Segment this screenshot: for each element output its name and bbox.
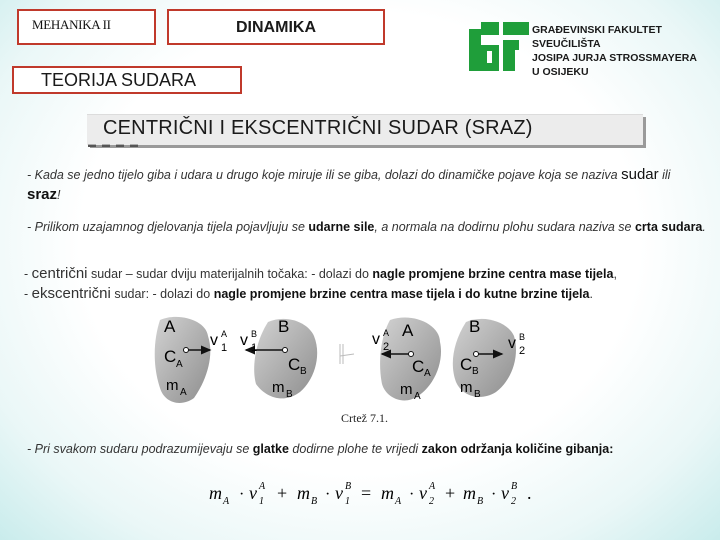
label-m: m bbox=[272, 379, 285, 396]
title-decoration: ▬▬▬▬ bbox=[88, 140, 144, 149]
text: , a normala na dodirnu plohu sudara naziva se bbox=[374, 220, 635, 234]
label-sub-b: B bbox=[472, 366, 479, 377]
text: - bbox=[24, 287, 32, 301]
central-collision-line bbox=[24, 264, 714, 284]
label-sub-b: B bbox=[286, 389, 293, 400]
label-c: C bbox=[288, 355, 301, 374]
eq-operator: · bbox=[409, 486, 415, 503]
text: dodirne plohe te vrijedi bbox=[288, 442, 422, 456]
eccentric-collision-line bbox=[24, 284, 714, 304]
eq-operator: · bbox=[325, 486, 331, 503]
eq-symbol: v bbox=[501, 483, 509, 503]
transition-arrow-icon bbox=[340, 344, 354, 364]
term-centricni: centrični bbox=[31, 265, 88, 282]
eq-symbol: A bbox=[395, 496, 402, 507]
eq-symbol: v bbox=[419, 483, 427, 503]
label-sup-2: 2 bbox=[519, 345, 526, 357]
eq-operator: = bbox=[361, 483, 372, 503]
eq-symbol: 2 bbox=[429, 496, 434, 507]
term-glatke: glatke bbox=[252, 442, 289, 456]
text: sudar – sudar dviju materijalnih točaka: - dolazi do bbox=[87, 267, 373, 281]
eq-symbol: B bbox=[311, 496, 318, 507]
eq-symbol: m bbox=[209, 483, 222, 503]
label-sup-a: A bbox=[383, 328, 390, 338]
label-m: m bbox=[166, 377, 179, 394]
faculty-line: U OSIJEKU bbox=[532, 66, 589, 78]
label-b: B bbox=[278, 317, 290, 336]
momentum-equation bbox=[207, 478, 537, 510]
label-v: v bbox=[240, 332, 248, 349]
label-c: C bbox=[460, 355, 473, 374]
eq-symbol: A bbox=[429, 481, 436, 492]
figure-caption: Crtež 7.1. bbox=[341, 411, 388, 425]
text: sudar: - dolazi do bbox=[110, 287, 214, 301]
text: - Prilikom uzajamnog djelovanja tijela pojavljuju se bbox=[27, 220, 309, 234]
label-a: A bbox=[402, 321, 414, 340]
label-v: v bbox=[508, 335, 516, 352]
paragraph-collision-definition bbox=[27, 165, 707, 205]
paragraph-impact-forces bbox=[27, 218, 707, 237]
eq-symbol: v bbox=[249, 483, 257, 503]
text: - bbox=[24, 267, 32, 281]
eq-symbol: m bbox=[381, 483, 394, 503]
topic-label: DINAMIKA bbox=[236, 19, 316, 36]
term-nagla-promjena: nagle promjene brzine centra mase tijela bbox=[372, 267, 614, 281]
eq-symbol: B bbox=[477, 496, 484, 507]
faculty-line: GRAĐEVINSKI FAKULTET bbox=[532, 24, 662, 36]
label-b: B bbox=[469, 317, 481, 336]
label-sup-a: A bbox=[221, 329, 228, 339]
eq-symbol: B bbox=[511, 481, 518, 492]
eq-operator: · bbox=[491, 486, 497, 503]
label-v: v bbox=[372, 331, 380, 348]
text: , bbox=[613, 267, 617, 281]
label-m: m bbox=[400, 381, 413, 398]
course-label: MEHANIKA II bbox=[32, 17, 111, 32]
eq-symbol: v bbox=[335, 483, 343, 503]
section-label-box bbox=[12, 66, 242, 94]
slide-title: CENTRIČNI I EKSCENTRIČNI SUDAR (SRAZ) bbox=[103, 117, 533, 139]
term-udarne-sile: udarne sile bbox=[308, 220, 375, 234]
label-sub-a: A bbox=[424, 368, 431, 379]
label-c: C bbox=[412, 357, 425, 376]
label-sup-2: 2 bbox=[383, 341, 390, 353]
term-sraz: sraz bbox=[27, 186, 58, 203]
eq-symbol: m bbox=[463, 483, 476, 503]
eq-operator: · bbox=[239, 486, 245, 503]
paragraph-collision-types bbox=[24, 264, 714, 304]
faculty-logo-icon bbox=[467, 20, 531, 73]
section-label: TEORIJA SUDARA bbox=[41, 70, 197, 90]
label-m: m bbox=[460, 379, 473, 396]
label-v: v bbox=[210, 332, 218, 349]
term-zakon-odrzanja: zakon održanja količine gibanja: bbox=[421, 442, 614, 456]
topic-label-box bbox=[167, 9, 385, 45]
label-sub-b: B bbox=[300, 366, 307, 377]
faculty-line: JOSIPA JURJA STROSSMAYERA bbox=[532, 52, 697, 64]
eq-symbol: B bbox=[345, 481, 352, 492]
text: ili bbox=[658, 168, 671, 182]
eq-symbol: A bbox=[259, 481, 266, 492]
text: - Pri svakom sudaru podrazumijevaju se bbox=[27, 442, 253, 456]
label-sub-a: A bbox=[414, 391, 421, 402]
eq-symbol: 1 bbox=[259, 496, 264, 507]
label-sub-b: B bbox=[474, 389, 481, 400]
eq-operator: + bbox=[277, 483, 288, 503]
term-crta-sudara: crta sudara bbox=[634, 220, 703, 234]
paragraph-momentum-law bbox=[27, 440, 717, 459]
label-sub-a: A bbox=[180, 387, 187, 398]
label-a: A bbox=[164, 317, 176, 336]
faculty-line: SVEUČILIŠTA bbox=[532, 38, 601, 50]
eq-operator: + bbox=[445, 483, 456, 503]
label-sub-a: A bbox=[176, 359, 183, 370]
eq-operator: . bbox=[527, 483, 532, 503]
term-sudar: sudar bbox=[621, 166, 659, 183]
eq-symbol: m bbox=[297, 483, 310, 503]
text: ! bbox=[57, 188, 61, 202]
eq-symbol: 2 bbox=[511, 496, 516, 507]
text: . bbox=[702, 220, 706, 234]
label-sup-1: 1 bbox=[221, 342, 228, 354]
eq-symbol: 1 bbox=[345, 496, 350, 507]
label-sup-b: B bbox=[519, 332, 526, 342]
faculty-name bbox=[532, 23, 697, 79]
label-sup-1: 1 bbox=[251, 342, 258, 354]
label-c: C bbox=[164, 347, 177, 366]
label-sup-b: B bbox=[251, 329, 258, 339]
eq-symbol: A bbox=[223, 496, 230, 507]
term-kutna-brzina: nagle promjene brzine centra mase tijela i do kutne brzine tijela bbox=[213, 287, 590, 301]
term-ekscentricni: ekscentrični bbox=[31, 285, 111, 302]
collision-diagram bbox=[150, 314, 530, 410]
text: - Kada se jedno tijelo giba i udara u drugo koje miruje ili se giba, dolazi do dinamičke pojave koja se naziva bbox=[27, 168, 622, 182]
text: . bbox=[589, 287, 593, 301]
course-label-box bbox=[17, 9, 156, 45]
